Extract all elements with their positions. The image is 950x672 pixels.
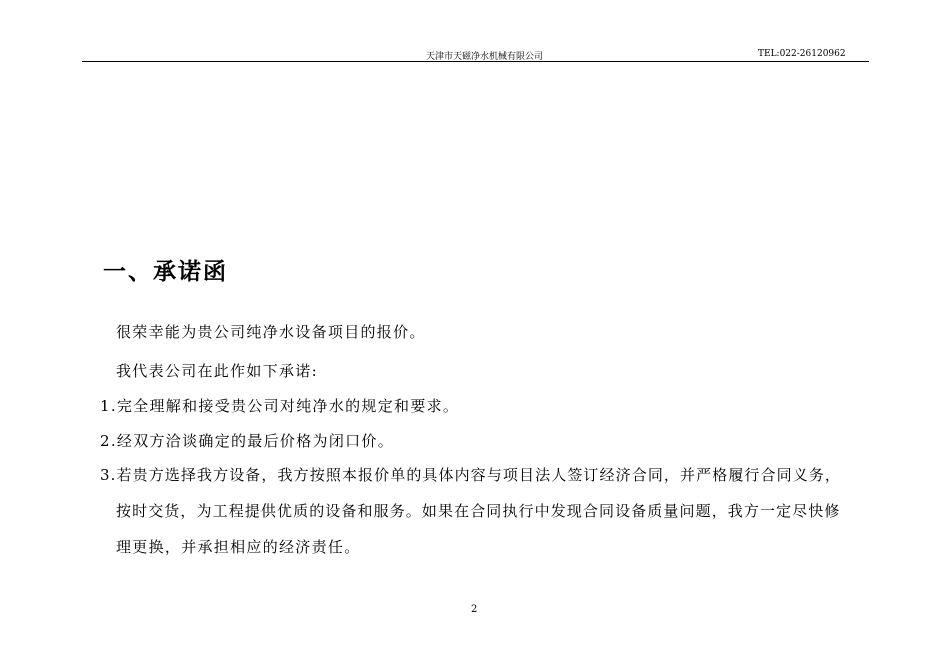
intro-paragraph: 很荣幸能为贵公司纯净水设备项目的报价。 — [116, 323, 426, 341]
list-item-1: 1.完全理解和接受贵公司对纯净水的规定和要求。 — [100, 397, 460, 415]
list-item-3-line-1: 3.若贵方选择我方设备，我方按照本报价单的具体内容与项目法人签订经济合同，并严格履行合同义务， — [100, 466, 842, 484]
section-title: 一、承诺函 — [103, 258, 228, 285]
page-header — [82, 47, 869, 62]
list-item-3-line-3: 理更换，并承担相应的经济责任。 — [116, 538, 361, 556]
lead-paragraph: 我代表公司在此作如下承诺: — [116, 362, 318, 380]
list-item-3-line-2: 按时交货，为工程提供优质的设备和服务。如果在合同执行中发现合同设备质量问题，我方一定尽快修 — [116, 502, 841, 520]
page-number: 2 — [471, 604, 478, 615]
header-company-name: 天津市天磁净水机械有限公司 — [426, 52, 544, 62]
header-telephone: TEL:022-26120962 — [758, 49, 846, 59]
list-item-2: 2.经双方洽谈确定的最后价格为闭口价。 — [100, 432, 395, 450]
